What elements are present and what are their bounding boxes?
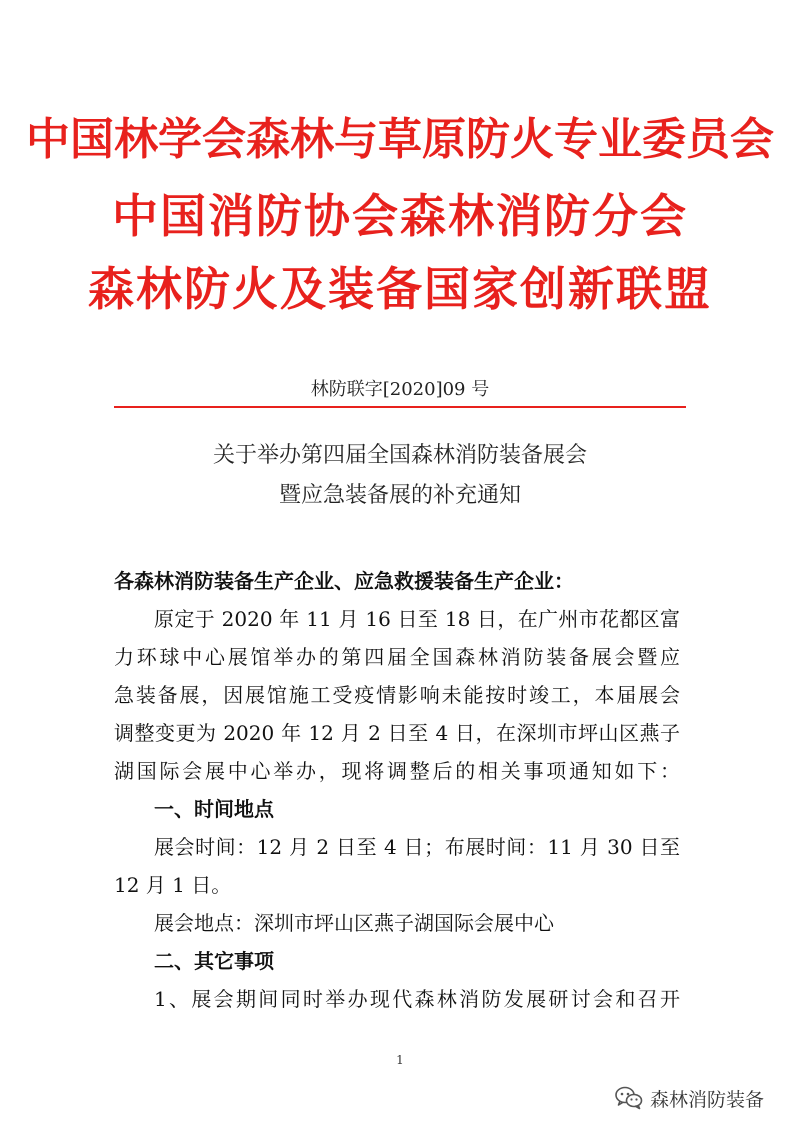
exhibition-time-line: 12 月 1 日。 [114,873,232,897]
body-text-line: 调整变更为 2020 年 12 月 2 日至 4 日，在深圳市坪山区燕子 [114,721,680,745]
body-text-line: 力环球中心展馆举办的第四届全国森林消防装备展会暨应 [114,645,680,669]
page-number: 1 [396,1053,404,1067]
org-name-line-3: 森林防火及装备国家创新联盟 [88,262,712,316]
exhibition-venue-line: 展会地点：深圳市坪山区燕子湖国际会展中心 [154,911,554,935]
document-number: 林防联字[2020]09 号 [310,379,490,400]
notice-title-line-2: 暨应急装备展的补充通知 [278,483,521,508]
org-name-line-1: 中国林学会森林与草原防火专业委员会 [26,114,774,165]
exhibition-time-line: 展会时间：12 月 2 日至 4 日；布展时间：11 月 30 日至 [154,835,680,859]
section-heading-time-location: 一、时间地点 [154,797,274,821]
section-heading-other-matters: 二、其它事项 [154,949,274,973]
body-text-line: 急装备展，因展馆施工受疫情影响未能按时竣工，本届展会 [114,683,680,707]
notice-title-line-1: 关于举办第四届全国森林消防装备展会 [212,443,587,468]
header-divider [114,406,686,408]
body-text-line: 原定于 2020 年 11 月 16 日至 18 日，在广州市花都区富 [154,607,680,631]
org-name-line-2: 中国消防协会森林消防分会 [112,189,688,243]
salutation: 各森林消防装备生产企业、应急救援装备生产企业： [114,569,574,593]
watermark-text: 森林消防装备 [650,1088,765,1111]
list-item: 1、展会期间同时举办现代森林消防发展研讨会和召开 [154,987,680,1011]
account-watermark [614,1082,764,1114]
wechat-icon [614,1085,644,1111]
body-text-line: 湖国际会展中心举办，现将调整后的相关事项通知如下： [114,759,680,783]
